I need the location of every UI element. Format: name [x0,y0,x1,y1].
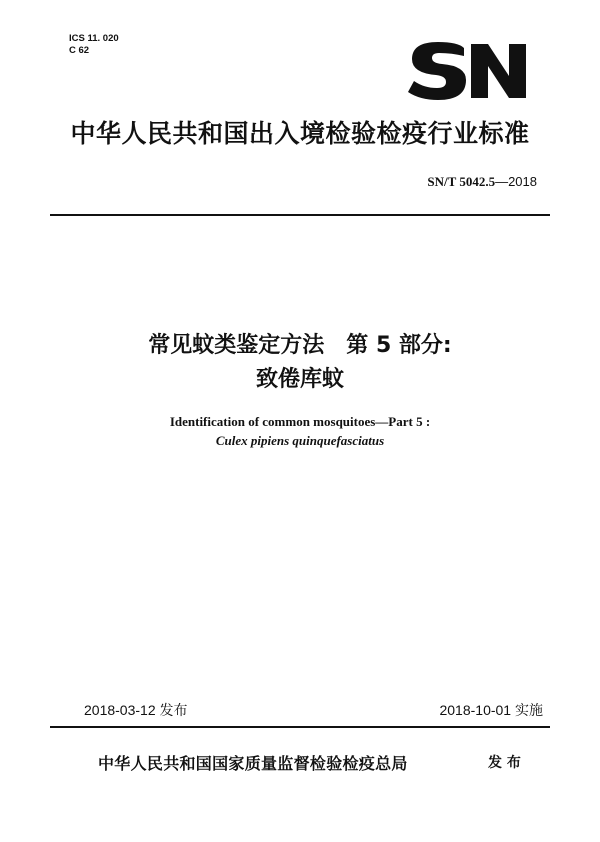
logo-letter-n [471,44,526,98]
logo-letter-s [408,42,466,100]
ics-code: ICS 11. 020 [69,33,119,44]
chinese-title-line1: 常见蚊类鉴定方法 第 5 部分: [148,333,452,358]
classification-codes [69,33,119,57]
implementation-date: 2018-10-01 实施 [439,702,543,718]
sn-logo [408,42,526,100]
issue-date: 2018-03-12 发布 [84,702,188,718]
english-title-line2: Culex pipiens quinquefasciatus [215,433,385,448]
issuing-authority: 中华人民共和国国家质量监督检验检疫总局 [98,754,408,773]
english-title-line1: Identification of common mosquitoes—Part 5 : [169,414,431,429]
standard-code [427,174,537,190]
footer-divider [50,726,550,728]
publish-label: 发 布 [488,755,521,771]
chinese-title-line2: 致倦库蚊 [255,367,344,392]
ccs-code: C 62 [69,45,90,56]
header-divider [50,214,550,216]
standard-category-title: 中华人民共和国出入境检验检疫行业标准 [70,119,530,148]
standard-code-year: —2018 [495,174,537,189]
standard-code-number: SN/T 5042.5 [427,174,496,189]
